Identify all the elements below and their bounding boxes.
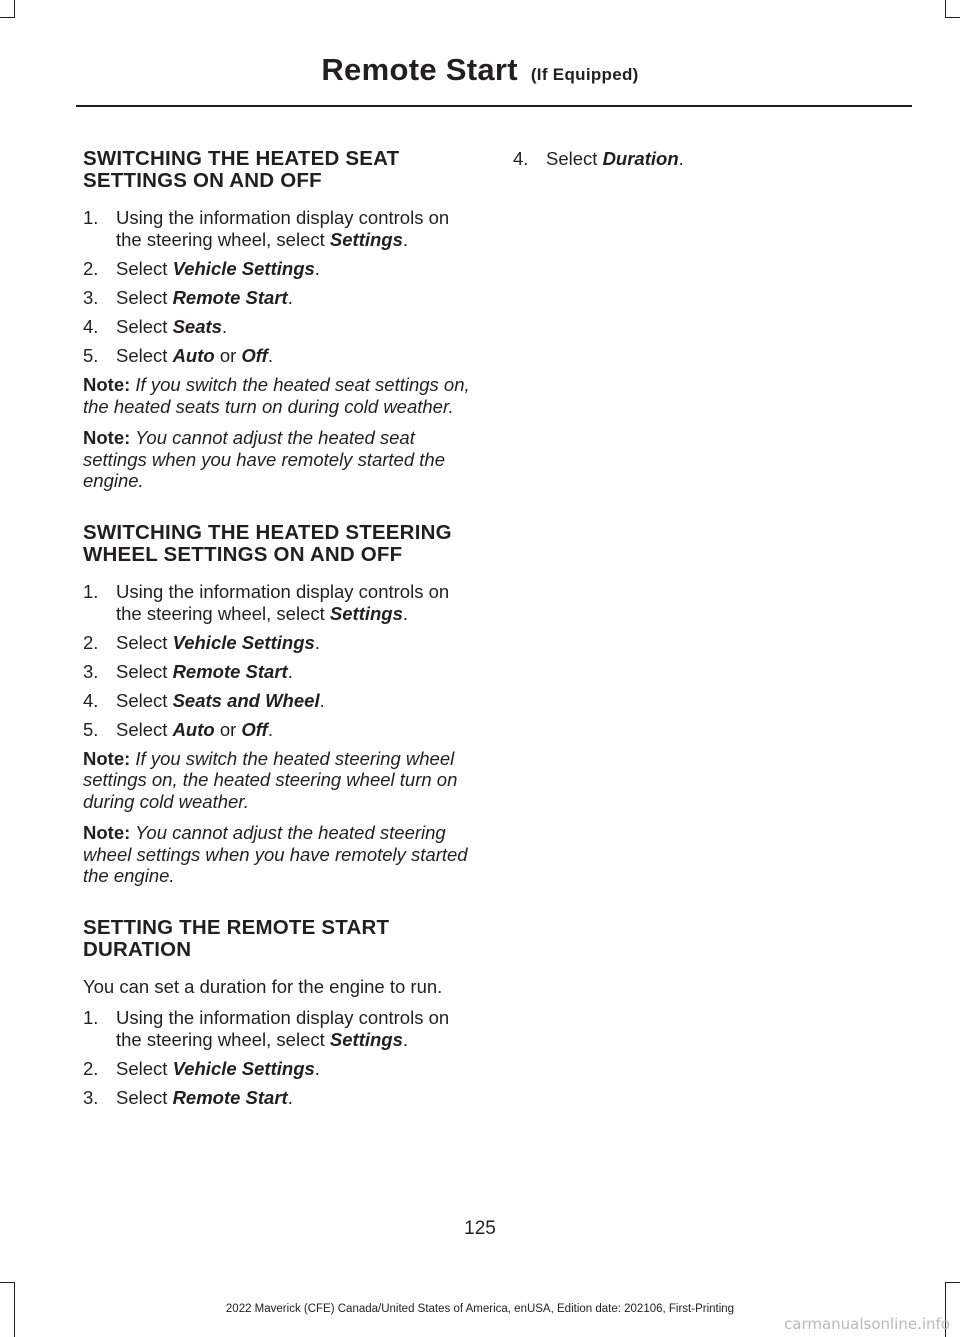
- list-item: [83, 690, 478, 712]
- step-list: [83, 1007, 478, 1109]
- note: [83, 748, 478, 813]
- crop-mark: [0, 17, 15, 18]
- step-number: 4.: [513, 148, 529, 169]
- step-number: 3.: [83, 660, 99, 682]
- crop-mark: [945, 1282, 960, 1283]
- step-number: 2.: [83, 258, 99, 279]
- menu-option: Remote Start: [172, 1086, 288, 1108]
- crop-mark: [945, 0, 946, 17]
- list-item: [83, 661, 478, 683]
- menu-option: Settings: [329, 229, 403, 250]
- section: [83, 148, 478, 492]
- menu-option: Off: [241, 718, 268, 740]
- step-number: 4.: [83, 316, 99, 337]
- step-text: Select: [116, 660, 173, 682]
- step-list: [83, 207, 478, 367]
- list-item: [83, 1087, 478, 1109]
- section: [83, 522, 478, 887]
- step-text: Using the information display controls on the steering wheel, select: [116, 207, 450, 250]
- step-text: .: [267, 718, 273, 740]
- section-heading: SWITCHING THE HEATED SEAT SETTINGS ON AND OFF: [83, 147, 400, 192]
- step-number: 2.: [83, 631, 99, 653]
- paragraph: You can set a duration for the engine to run.: [83, 975, 443, 997]
- step-text: .: [319, 689, 325, 711]
- page-number: 125: [464, 1218, 496, 1239]
- note-label: Note:: [83, 374, 131, 395]
- menu-option: Settings: [329, 602, 403, 624]
- step-text: Using the information display controls on the steering wheel, select: [116, 1006, 450, 1050]
- step-text: .: [287, 1086, 293, 1108]
- page-title: Remote Start: [321, 52, 518, 87]
- step-number: 5.: [83, 345, 99, 366]
- step-number: 1.: [83, 580, 99, 602]
- step-text: .: [267, 345, 273, 366]
- step-text: or: [214, 345, 242, 366]
- step-text: Select: [116, 1057, 173, 1079]
- left-column: [83, 148, 478, 1139]
- menu-option: Remote Start: [172, 660, 288, 682]
- step-text: .: [314, 1057, 320, 1079]
- menu-option: Remote Start: [172, 287, 288, 308]
- step-number: 2.: [83, 1057, 99, 1079]
- step-text: .: [402, 229, 409, 250]
- menu-option: Vehicle Settings: [172, 1057, 315, 1079]
- page-subtitle: (If Equipped): [530, 65, 639, 84]
- menu-option: Auto: [172, 718, 215, 740]
- header-rule: [76, 105, 912, 107]
- step-text: Select: [116, 316, 173, 337]
- crop-mark: [14, 0, 15, 17]
- step-list: [83, 581, 478, 741]
- list-item: [83, 316, 478, 338]
- step-text: Select: [116, 631, 173, 653]
- step-text: .: [402, 1028, 409, 1050]
- list-item: [83, 719, 478, 741]
- edition-footer: 2022 Maverick (CFE) Canada/United States of America, enUSA, Edition date: 202106, First-Printing: [225, 1303, 735, 1315]
- watermark[interactable]: carmanualsonline.info: [784, 1315, 950, 1333]
- section-heading: SETTING THE REMOTE START DURATION: [83, 915, 390, 961]
- list-item: [83, 258, 478, 280]
- step-text: .: [314, 258, 320, 279]
- step-text: Select: [116, 689, 173, 711]
- step-number: 5.: [83, 718, 99, 740]
- step-text: Select: [116, 258, 173, 279]
- step-text: .: [287, 287, 293, 308]
- list-item: [83, 207, 478, 251]
- step-text: Select: [116, 1086, 173, 1108]
- right-column: [513, 148, 908, 177]
- note: [83, 822, 478, 887]
- section-heading: SWITCHING THE HEATED STEERING WHEEL SETTINGS ON AND OFF: [83, 520, 452, 566]
- note-text: You cannot adjust the heated steering wheel settings when you have remotely started the engine.: [83, 822, 468, 886]
- step-number: 1.: [83, 1006, 99, 1028]
- step-text: .: [287, 660, 293, 682]
- step-text: Select: [116, 287, 173, 308]
- section: [83, 917, 478, 1109]
- step-list: [513, 148, 908, 170]
- note: [83, 374, 478, 417]
- note: [83, 427, 478, 492]
- step-text: or: [214, 718, 242, 740]
- step-text: .: [402, 602, 409, 624]
- menu-option: Vehicle Settings: [172, 258, 315, 279]
- step-text: Select: [116, 718, 173, 740]
- note-text: You cannot adjust the heated seat settings when you have remotely started the engine.: [83, 427, 445, 491]
- list-item: [83, 632, 478, 654]
- crop-mark: [945, 17, 960, 18]
- note-text: If you switch the heated steering wheel settings on, the heated steering wheel turn on during cold weather.: [83, 747, 458, 812]
- menu-option: Seats: [172, 316, 222, 337]
- page-header: [0, 52, 960, 88]
- menu-option: Vehicle Settings: [172, 631, 315, 653]
- step-text: Select: [546, 148, 603, 169]
- step-text: .: [678, 148, 684, 169]
- step-number: 3.: [83, 287, 99, 308]
- step-number: 3.: [83, 1086, 99, 1108]
- list-item: [513, 148, 908, 170]
- menu-option: Auto: [172, 345, 215, 366]
- step-number: 1.: [83, 207, 99, 228]
- note-label: Note:: [83, 822, 131, 843]
- menu-option: Duration: [602, 148, 679, 169]
- menu-option: Seats and Wheel: [172, 689, 320, 711]
- step-number: 4.: [83, 689, 99, 711]
- note-label: Note:: [83, 747, 131, 769]
- menu-option: Settings: [329, 1028, 403, 1050]
- step-text: Select: [116, 345, 173, 366]
- step-text: .: [314, 631, 320, 653]
- list-item: [83, 1058, 478, 1080]
- list-item: [83, 345, 478, 367]
- list-item: [83, 581, 478, 625]
- note-text: If you switch the heated seat settings on, the heated seats turn on during cold weather.: [83, 374, 470, 417]
- crop-mark: [0, 1282, 15, 1283]
- note-label: Note:: [83, 427, 131, 448]
- list-item: [83, 287, 478, 309]
- step-text: .: [221, 316, 228, 337]
- step-text: Using the information display controls on the steering wheel, select: [116, 580, 450, 624]
- list-item: [83, 1007, 478, 1051]
- menu-option: Off: [241, 345, 268, 366]
